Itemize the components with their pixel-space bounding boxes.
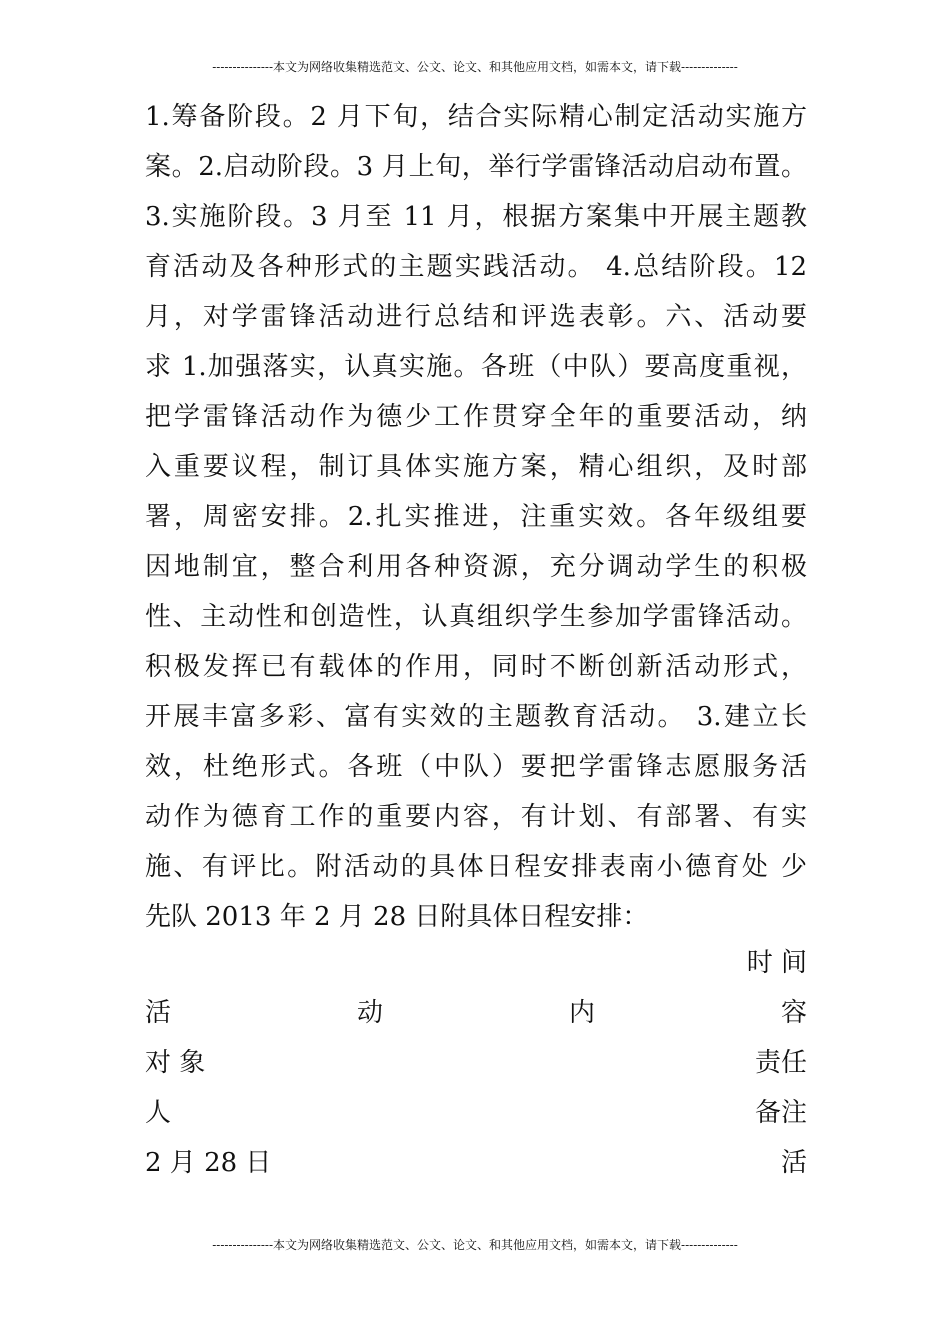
body-text bbox=[145, 92, 807, 942]
table-row bbox=[145, 938, 807, 988]
table-row bbox=[145, 1038, 807, 1088]
body-line: 署，周密安排。2.扎实推进，注重实效。各年级组要 bbox=[145, 502, 807, 532]
table-row bbox=[145, 1138, 807, 1188]
body-line: 动作为德育工作的重要内容，有计划、有部署、有实 bbox=[145, 802, 807, 832]
responsible-header: 责任 bbox=[754, 1048, 807, 1078]
body-line: 入重要议程，制订具体实施方案，精心组织，及时部 bbox=[145, 452, 807, 482]
date-cell: 2 月 28 日 bbox=[145, 1148, 272, 1178]
body-line: 育活动及各种形式的主题实践活动。 4.总结阶段。12 bbox=[145, 252, 807, 282]
activity-header-char: 活 bbox=[145, 998, 172, 1028]
schedule-table bbox=[145, 938, 807, 1188]
body-line: 先队 2013 年 2 月 28 日附具体日程安排： bbox=[145, 902, 649, 932]
activity-header-char: 容 bbox=[780, 998, 807, 1028]
activity-header bbox=[145, 988, 807, 1038]
header-note: ---------------本文为网络收集精选范文、公文、论文、和其他应用文档，如需本文，请下载-------------- bbox=[212, 60, 738, 74]
body-line: 求 1.加强落实，认真实施。各班（中队）要高度重视， bbox=[145, 352, 807, 382]
activity-header-char: 内 bbox=[568, 998, 595, 1028]
activity-header-char: 动 bbox=[356, 998, 383, 1028]
table-row bbox=[145, 1088, 807, 1138]
body-line: 施、有评比。附活动的具体日程安排表南小德育处 少 bbox=[145, 852, 807, 882]
activity-cell: 活 bbox=[780, 1148, 807, 1178]
responsible-header-cont: 人 bbox=[145, 1098, 172, 1128]
body-line: 效，杜绝形式。各班（中队）要把学雷锋志愿服务活 bbox=[145, 752, 807, 782]
body-line: 积极发挥已有载体的作用，同时不断创新活动形式， bbox=[145, 652, 807, 682]
body-line: 案。2.启动阶段。3 月上旬，举行学雷锋活动启动布置。 bbox=[145, 152, 807, 182]
body-line: 月，对学雷锋活动进行总结和评选表彰。六、活动要 bbox=[145, 302, 807, 332]
body-line: 3.实施阶段。3 月至 11 月，根据方案集中开展主题教 bbox=[145, 202, 807, 232]
body-line: 性、主动性和创造性，认真组织学生参加学雷锋活动。 bbox=[145, 602, 807, 632]
body-line: 因地制宜，整合利用各种资源，充分调动学生的积极 bbox=[145, 552, 807, 582]
body-line: 把学雷锋活动作为德少工作贯穿全年的重要活动，纳 bbox=[145, 402, 807, 432]
remark-header: 备注 bbox=[754, 1098, 807, 1128]
footer-note: ---------------本文为网络收集精选范文、公文、论文、和其他应用文档，如需本文，请下载-------------- bbox=[212, 1238, 738, 1252]
body-line: 1.筹备阶段。2 月下旬，结合实际精心制定活动实施方 bbox=[145, 102, 807, 132]
table-row bbox=[145, 988, 807, 1038]
target-header: 对 象 bbox=[145, 1048, 206, 1078]
body-line: 开展丰富多彩、富有实效的主题教育活动。 3.建立长 bbox=[145, 702, 807, 732]
time-header: 时 间 bbox=[746, 948, 807, 978]
